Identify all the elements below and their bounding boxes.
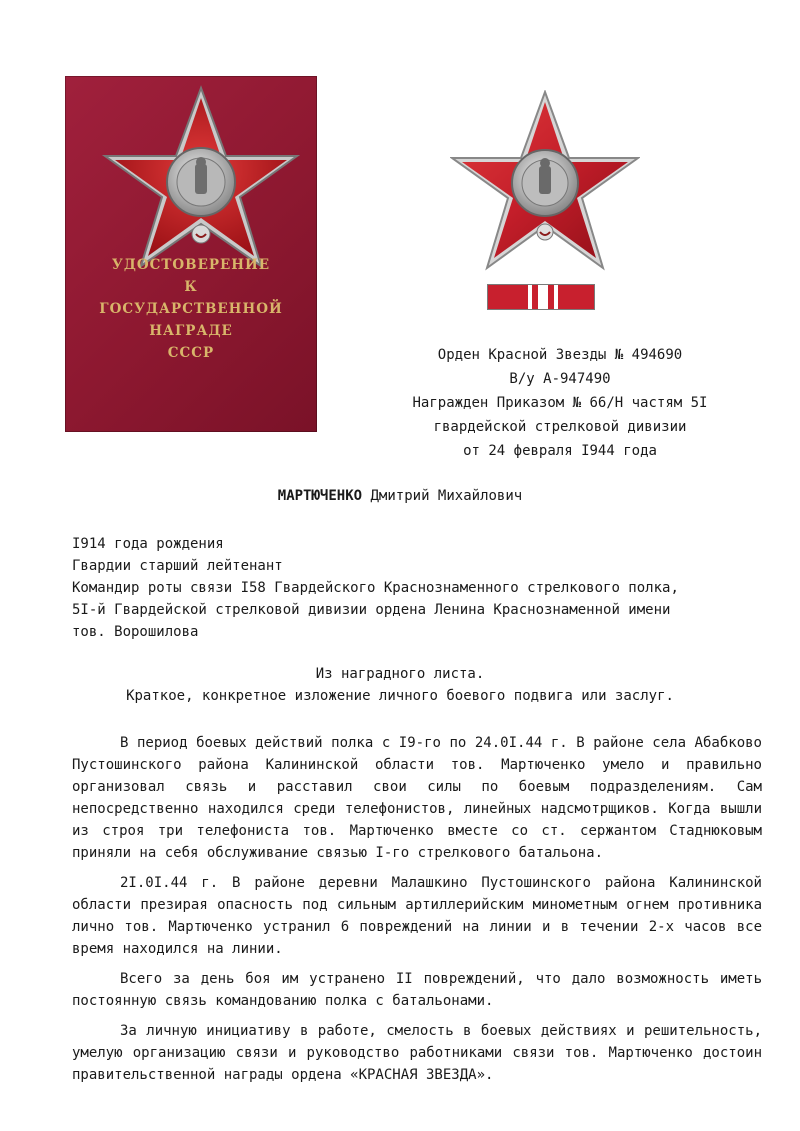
source-title: Из наградного листа. — [315, 666, 485, 682]
cover-line: УДОСТОВЕРЕНИЕ — [111, 257, 271, 273]
cover-line: СССР — [167, 345, 215, 361]
person-bio — [72, 533, 772, 643]
cover-line: НАГРАДЕ — [149, 323, 233, 339]
award-line: гвардейской стрелковой дивизии — [433, 419, 687, 435]
paragraph: В период боевых действий полка с I9-го по 24.0I.44 г. В районе села Абабково Пустошинского района Калининской области тов. Мартюченко умело и правильно организовал связь и расставил свои силы по боевым подразделениям. Сам непосредственно находился среди телефонистов, линейных надсмотрщиков. Когда вышли из строя три телефониста тов. Мартюченко вместе со ст. сержантом Стаднюковым приняли на себя обслуживание связью I-го стрелкового батальона. — [72, 735, 762, 861]
person-surname: МАРТЮЧЕНКО — [277, 488, 363, 504]
source-subtitle: Краткое, конкретное изложение личного боевого подвига или заслуг. — [126, 688, 674, 704]
award-line: Орден Красной Звезды № 494690 — [437, 347, 683, 363]
paragraph: Всего за день боя им устранено II повреждений, что дало возможность иметь постоянную связь командованию полка с батальонами. — [72, 971, 762, 1009]
red-star-order-icon — [450, 90, 640, 275]
birth-year: I914 года рождения — [72, 536, 224, 552]
person-given-name: Дмитрий Михайлович — [370, 488, 523, 504]
citation-text — [72, 732, 762, 1094]
military-rank: Гвардии старший лейтенант — [72, 558, 283, 574]
award-line: Награжден Приказом № 66/Н частям 5I — [412, 395, 708, 411]
award-line: от 24 февраля I944 года — [463, 443, 657, 459]
certificate-cover — [65, 76, 317, 432]
source-heading — [0, 663, 800, 707]
award-info — [360, 343, 760, 463]
red-star-order-icon — [101, 84, 301, 279]
position-line: Командир роты связи I58 Гвардейского Краснознаменного стрелкового полка, — [72, 580, 679, 596]
person-name — [0, 488, 800, 504]
award-line: В/у А-947490 — [509, 371, 611, 387]
paragraph: 2I.0I.44 г. В районе деревни Малашкино Пустошинского района Калининской области презирая опасность под сильным артиллерийским минометным огнем противника лично тов. Мартюченко устранил 6 повреждений на линии и в течении 2-х часов все время находился на линии. — [72, 875, 762, 957]
cover-title — [65, 254, 317, 364]
paragraph: За личную инициативу в работе, смелость в боевых действиях и решительность, умелую организацию связи и руководство работниками связи тов. Мартюченко достоин правительственной награды ордена «КРАСНАЯ ЗВЕЗДА». — [72, 1023, 762, 1083]
position-line: 5I-й Гвардейской стрелковой дивизии ордена Ленина Краснознаменной имени — [72, 602, 671, 618]
position-line: тов. Ворошилова — [72, 624, 199, 640]
order-ribbon-bar — [487, 284, 595, 310]
cover-line: К — [184, 279, 198, 295]
cover-line: ГОСУДАРСТВЕННОЙ — [99, 301, 283, 317]
